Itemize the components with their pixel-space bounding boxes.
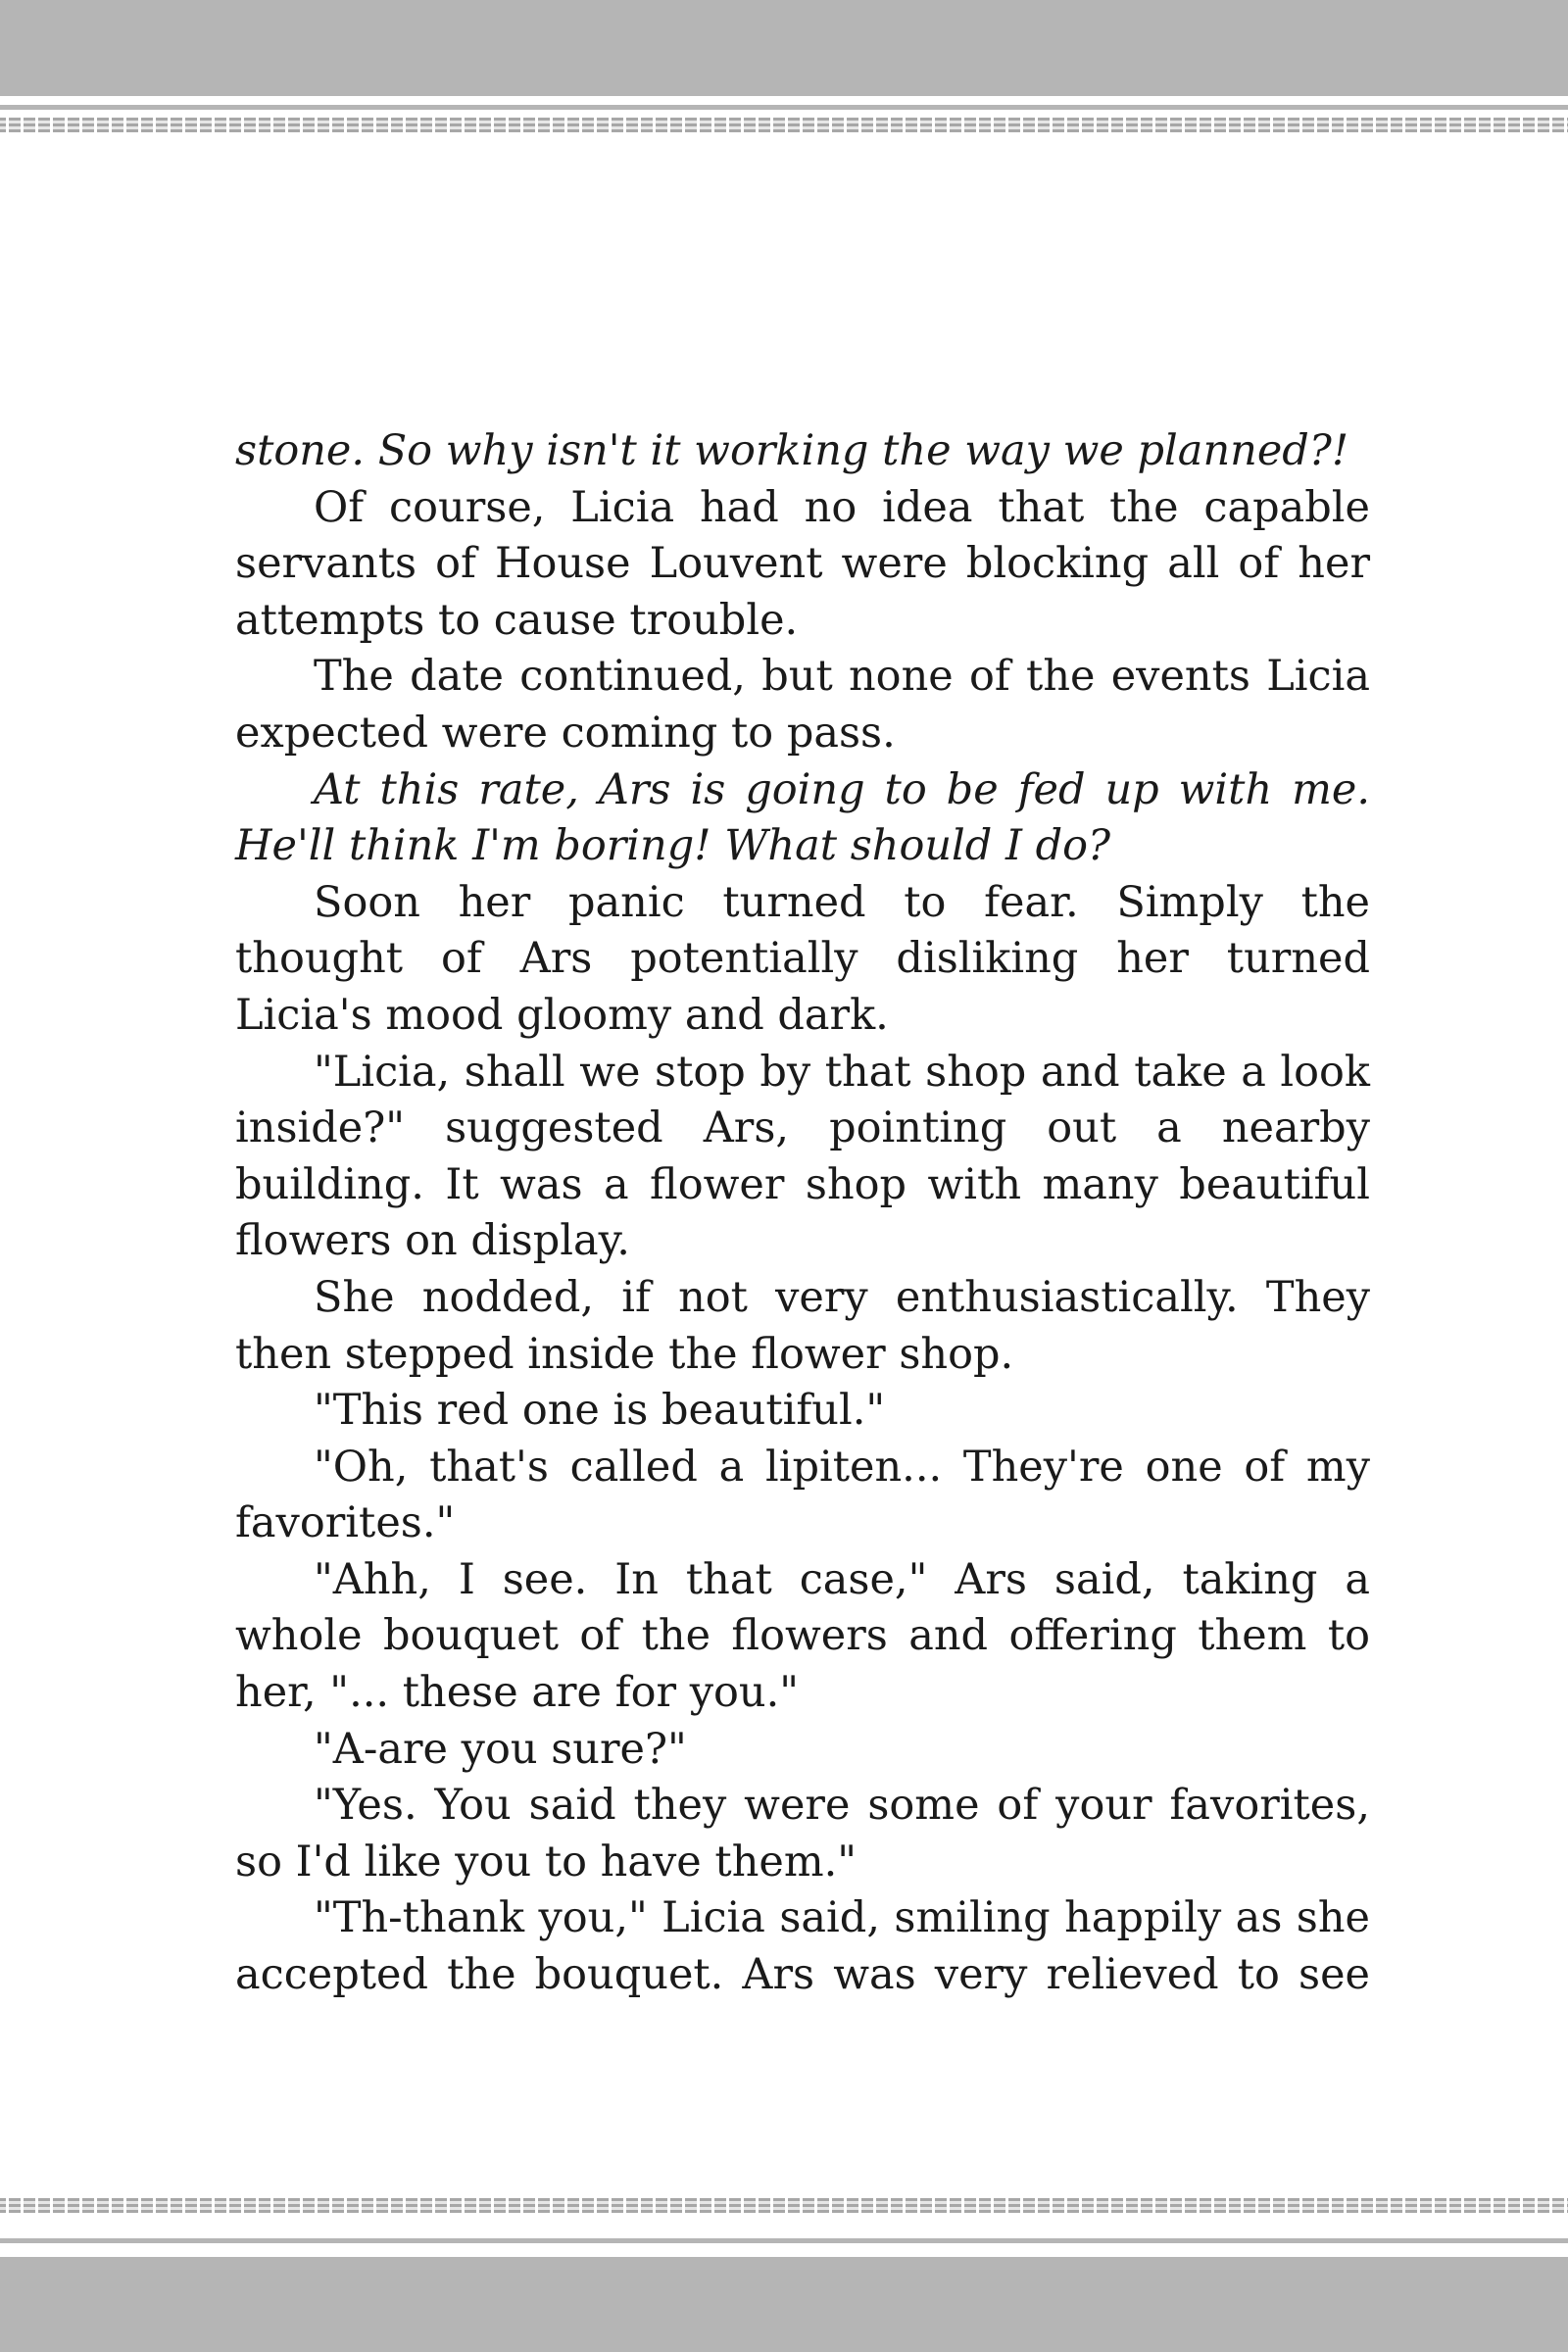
paragraph: Soon her panic turned to fear. Simply the thought of Ars potentially disliking her turned Licia's mood gloomy and dark. bbox=[235, 877, 1370, 1040]
paragraph: Of course, Licia had no idea that the capable servants of House Louvent were blocking all of her attempts to cause trouble. bbox=[235, 482, 1370, 645]
paragraph: The date continued, but none of the events Licia expected were coming to pass. bbox=[235, 652, 1370, 758]
paragraph: "Ahh, I see. In that case," Ars said, taking a whole bouquet of the flowers and offering them to her, "... these are for you." bbox=[235, 1554, 1370, 1718]
top-rule bbox=[0, 105, 1568, 110]
paragraph: "Oh, that's called a lipiten... They're one of my favorites." bbox=[235, 1442, 1370, 1548]
top-ornament-border bbox=[0, 118, 1568, 141]
bottom-ornament-border bbox=[0, 2198, 1568, 2222]
body-text bbox=[235, 423, 1370, 2004]
paragraph: "A-are you sure?" bbox=[314, 1724, 687, 1774]
bottom-gray-band bbox=[0, 2257, 1568, 2352]
paragraph: At this rate, Ars is going to be fed up with me. He'll think I'm boring! What should I do? bbox=[235, 764, 1370, 871]
paragraph: "This red one is beautiful." bbox=[314, 1386, 886, 1436]
paragraph: She nodded, if not very enthusiastically. They then stepped inside the flower shop. bbox=[235, 1272, 1370, 1379]
bottom-rule bbox=[0, 2238, 1568, 2243]
top-gray-band bbox=[0, 0, 1568, 96]
paragraph: "Th-thank you," Licia said, smiling happily as she accepted the bouquet. Ars was very relieved to see bbox=[235, 1893, 1370, 2000]
paragraph: "Yes. You said they were some of your favorites, so I'd like you to have them." bbox=[235, 1781, 1370, 1886]
paragraph: "Licia, shall we stop by that shop and take a look inside?" suggested Ars, pointing out a nearby building. It was a flower shop with many beautiful flowers on display. bbox=[235, 1047, 1370, 1266]
paragraph: stone. So why isn't it working the way we planned?! bbox=[235, 426, 1349, 475]
